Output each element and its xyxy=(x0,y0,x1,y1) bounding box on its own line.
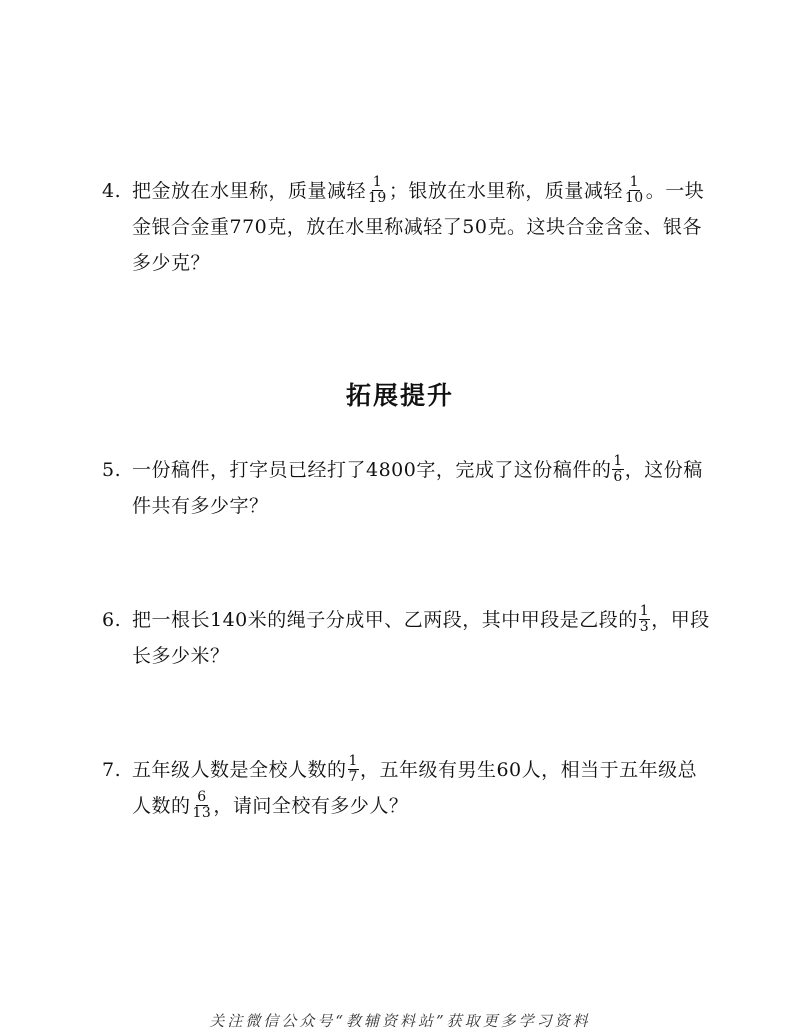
fraction-numerator: 1 xyxy=(348,752,358,769)
fraction-numerator: 1 xyxy=(629,173,639,190)
fraction-1-7 xyxy=(348,754,359,785)
problem-7-text-a: 五年级人数是全校人数的 xyxy=(132,759,347,781)
fraction-denominator: 6 xyxy=(613,468,623,485)
fraction-denominator: 13 xyxy=(192,804,212,821)
fraction-numerator: 1 xyxy=(613,452,623,469)
section-heading: 拓展提升 xyxy=(345,381,454,410)
fraction-denominator: 7 xyxy=(348,768,358,785)
problem-4-text-line-2: 金银合金重770克，放在水里称减轻了50克。这块合金含金、银各 xyxy=(132,216,702,238)
problem-4-text-a: 把金放在水里称，质量减轻 xyxy=(132,180,367,202)
fraction-1-19 xyxy=(367,175,388,206)
problem-6-text-b: ，甲段 xyxy=(651,609,710,631)
problem-6-number: 6. xyxy=(102,609,122,631)
problem-4-line-1 xyxy=(102,173,705,206)
problem-6-text-a: 把一根长140米的绳子分成甲、乙两段，其中甲段是乙段的 xyxy=(132,609,638,631)
problem-6 xyxy=(102,602,710,667)
fraction-numerator: 1 xyxy=(372,173,383,190)
problem-5-text-line-2: 件共有多少字？ xyxy=(132,495,269,517)
problem-5-number: 5. xyxy=(102,459,122,481)
problem-4-number: 4. xyxy=(102,180,122,202)
fraction-numerator: 6 xyxy=(197,788,207,805)
problem-7-number: 7. xyxy=(102,759,122,781)
problem-5-text-a: 一份稿件，打字员已经打了4800字，完成了这份稿件的 xyxy=(132,459,612,481)
problem-7-text-line-2b: ，请问全校有多少人？ xyxy=(213,795,409,817)
problem-7-text-b: ，五年级有男生60人，相当于五年级总 xyxy=(359,759,698,781)
problem-7-line-2 xyxy=(102,788,702,821)
problem-4-text-b: ；银放在水里称，质量减轻 xyxy=(388,180,623,202)
fraction-denominator: 3 xyxy=(639,618,650,635)
problem-4-text-c: 。一块 xyxy=(645,180,705,202)
problem-4-text-line-3: 多少克？ xyxy=(132,252,211,274)
problem-6-line-1 xyxy=(102,602,710,635)
fraction-1-3 xyxy=(639,604,650,635)
problem-5 xyxy=(102,452,703,517)
problem-7-line-1 xyxy=(102,752,702,785)
problem-4-line-2 xyxy=(102,212,702,238)
fraction-1-6 xyxy=(612,454,623,485)
problem-6-text-line-2: 长多少米？ xyxy=(132,645,230,667)
problem-5-text-b: ，这份稿 xyxy=(624,459,703,481)
problem-7-text-line-2a: 人数的 xyxy=(132,795,191,817)
problem-6-line-2 xyxy=(102,641,702,667)
problem-7 xyxy=(102,752,702,821)
problem-4 xyxy=(102,173,705,274)
problem-5-line-1 xyxy=(102,452,703,485)
fraction-1-10 xyxy=(624,175,645,206)
problem-4-line-3 xyxy=(102,248,702,274)
fraction-numerator: 1 xyxy=(639,602,650,619)
footer-promo-text: 关注微信公众号“教辅资料站”获取更多学习资料 xyxy=(209,1012,591,1030)
fraction-denominator: 10 xyxy=(624,189,644,206)
problem-5-line-2 xyxy=(102,491,702,517)
fraction-denominator: 19 xyxy=(368,189,387,206)
fraction-6-13 xyxy=(192,790,213,821)
